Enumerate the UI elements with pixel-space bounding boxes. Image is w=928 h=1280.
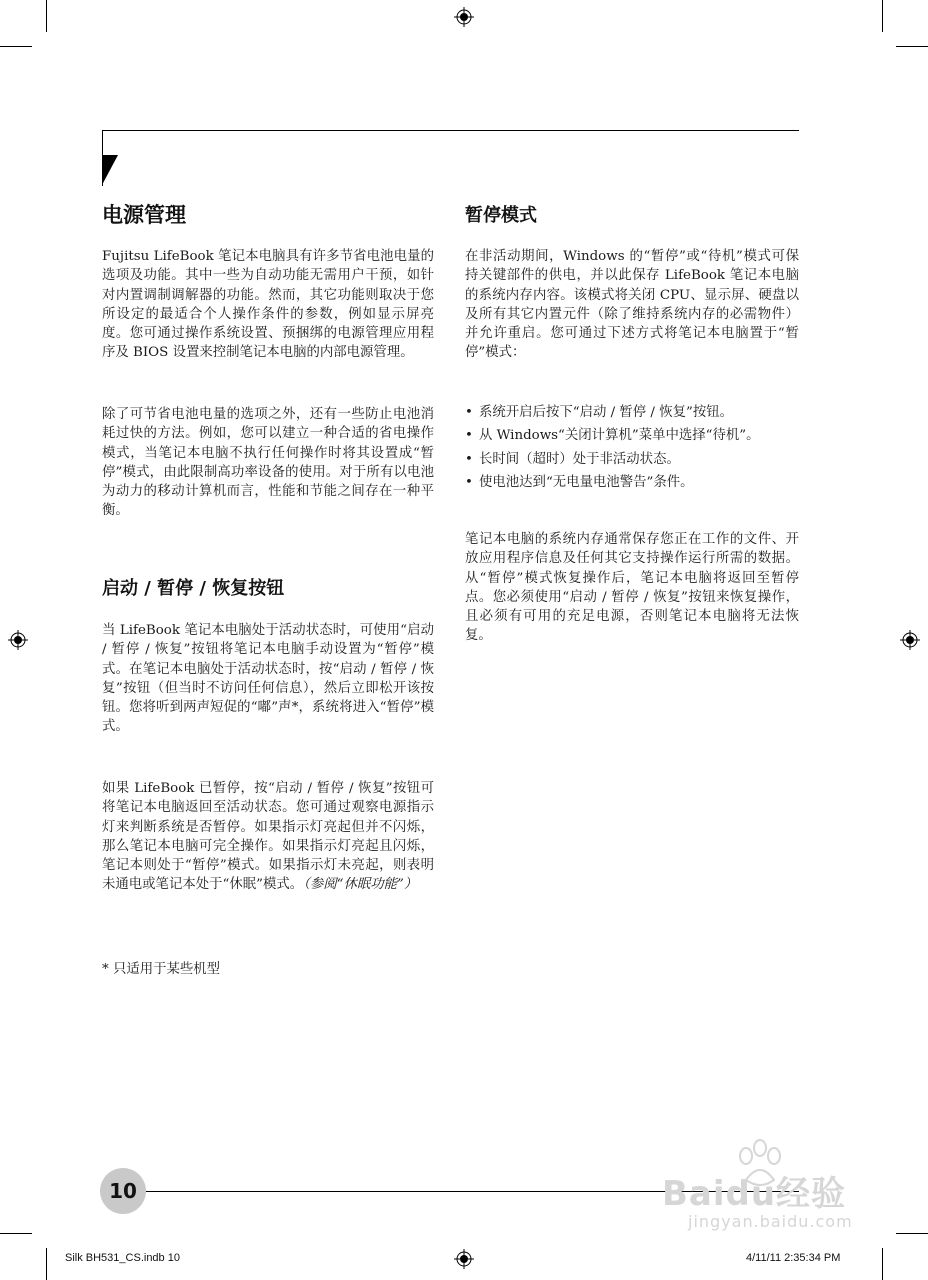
standby-bullet-list [465,403,799,496]
registration-mark-icon [454,1249,474,1269]
watermark-logo: Baidu经验 [662,1174,847,1214]
heading-suspend-resume-button: 启动 / 暂停 / 恢复按钮 [102,578,285,599]
list-item: • 使电池达到“无电量电池警告”条件。 [465,473,799,492]
registration-mark-icon [900,630,920,650]
footer-filename: Silk BH531_CS.indb 10 [65,1252,180,1264]
crop-mark [46,0,47,32]
bullet-icon: • [465,405,473,420]
heading-power-management: 电源管理 [102,203,186,227]
crop-mark [882,1248,883,1280]
list-item: • 系统开启后按下“启动 / 暂停 / 恢复”按钮。 [465,403,799,422]
crop-mark [46,1248,47,1280]
crop-mark [882,0,883,32]
crop-mark [896,46,928,47]
list-item: • 从 Windows“关闭计算机”菜单中选择“待机”。 [465,426,799,445]
registration-mark-icon [8,630,28,650]
button-paragraph-2 [102,779,434,895]
list-item: • 长时间（超时）处于非活动状态。 [465,450,799,469]
crop-mark [0,1233,32,1234]
corner-wedge-icon [102,155,118,185]
power-paragraph-2: 除了可节省电池电量的选项之外，还有一些防止电池消耗过快的方法。例如，您可以建立一种合适的省电操作模式，当笔记本电脑不执行任何操作时将其设置成“暂停”模式，由此限制高功率设备的使用。对于所有以电池为动力的移动计算机而言，性能和节能之间存在一种平衡。 [102,407,434,519]
standby-paragraph-2: 笔记本电脑的系统内存通常保存您正在工作的文件、开放应用程序信息及任何其它支持操作运行所需的数据。从“暂停”模式恢复操作后，笔记本电脑将返回至暂停点。您必须使用“启动 / 暂停 / 恢复”按钮来恢复操作，且必须有可用的充足电源，否则笔记本电脑将无法恢复。 [465,532,799,644]
page-number: 10 [109,1179,137,1203]
standby-paragraph-1: 在非活动期间，Windows 的“暂停”或“待机”模式可保持关键部件的供电，并以此保存 LifeBook 笔记本电脑的系统内存内容。该模式将关闭 CPU、显示屏、硬盘以及所有其它内置元件（除了维持系统内存的必需物件）并允许重启。您可通过下述方式将笔记本电脑置于“暂停”模式： [465,249,799,361]
bullet-icon: • [465,428,473,444]
header-rule [102,130,799,131]
watermark-url: jingyan.baidu.com [688,1212,853,1231]
button-paragraph-1: 当 LifeBook 笔记本电脑处于活动状态时，可使用“启动 / 暂停 / 恢复”按钮将笔记本电脑手动设置为“暂停”模式。在笔记本电脑处于活动状态时，按“启动 / 暂停 / 恢复”按钮（但当时不访问任何信息），然后立即松开该按钮。您将听到两声短促的“嘟”声*，系统将进入“暂停”模式。 [102,623,434,735]
footnote: * 只适用于某些机型 [102,962,221,977]
crop-mark [896,1233,928,1234]
footer-timestamp: 4/11/11 2:35:34 PM [746,1252,841,1264]
bullet-icon: • [465,451,473,467]
crop-mark [0,46,32,47]
hibernation-reference: （参阅“休眠功能”） [303,877,418,893]
button-paragraph-2-text: 如果 LifeBook 已暂停，按“启动 / 暂停 / 恢复”按钮可将笔记本电脑返回至活动状态。您可通过观察电源指示灯来判断系统是否暂停。如果指示灯亮起但并不闪烁，那么笔记本电脑可完全操作。如果指示灯亮起且闪烁，笔记本则处于“暂停”模式。如果指示灯未亮起，则表明未通电或笔记本处于“休眠”模式。 [102,781,434,893]
power-paragraph-1: Fujitsu LifeBook 笔记本电脑具有许多节省电池电量的选项及功能。其中一些为自动功能无需用户干预，如针对内置调制调解器的功能。然而，其它功能则取决于您所设定的最适合个人操作条件的参数，例如显示屏亮度。您可通过操作系统设置、预捆绑的电源管理应用程序及 BIOS 设置来控制笔记本电脑的内部电源管理。 [102,249,434,361]
registration-mark-icon [454,7,474,27]
bullet-icon: • [465,474,473,490]
heading-standby-mode: 暂停模式 [465,205,537,226]
